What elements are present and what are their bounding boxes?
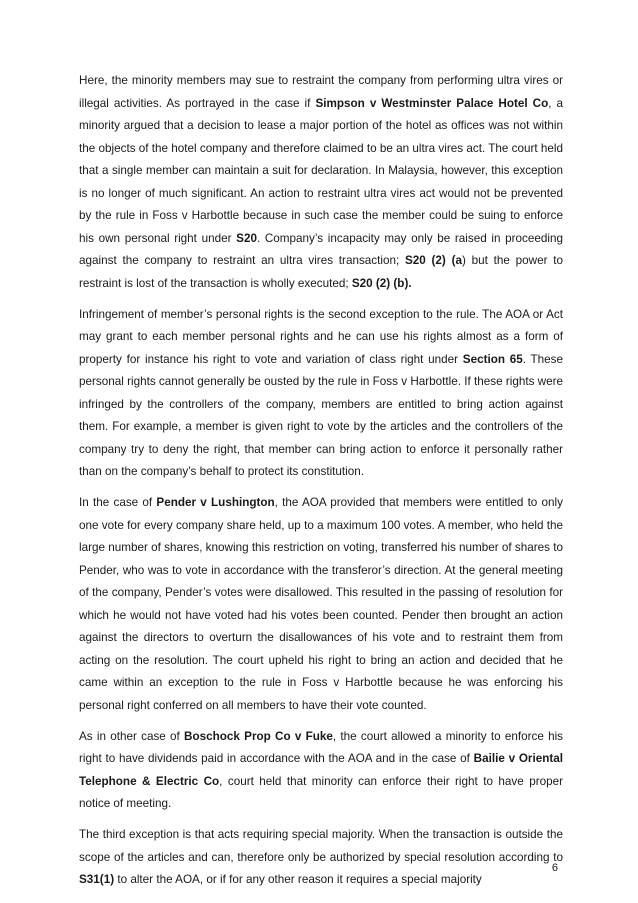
text-run: ) but the power to restraint is lost of the transaction is wholly executed;	[79, 254, 563, 290]
text-run: The third exception is that acts requiring special majority. When the transaction is outside the scope of the articles and can, therefore only be authorized by special resolution according to	[79, 828, 563, 864]
text-run: , the AOA provided that members were entitled to only one vote for every company share held, up to a maximum 100 votes. A member, who held the large number of shares, knowing this restriction on voting, transferred his number of shares to Pender, who was to vote in accordance with the transferor’s direction. At the general meeting of the company, Pender’s votes were disallowed. This resulted in the passing of resolution for which he would not have voted had his votes been counted. Pender then brought an action against the directors to overturn the disallowances of his vote and to restraint them from acting on the resolution. The court upheld his right to bring an action and decided that he came within an exception to the rule in Foss v Harbottle because he was enforcing his personal right conferred on all members to have their vote counted.	[79, 496, 563, 712]
case-name: Boschock Prop Co v Fuke	[184, 729, 333, 743]
text-run: to alter the AOA, or if for any other reason it requires a special majority	[114, 873, 482, 886]
paragraph-ultra-vires	[79, 70, 563, 295]
text-run: As in other case of	[79, 729, 185, 743]
case-name: Bailie v Oriental Telephone & Electric Co	[79, 752, 564, 788]
case-name: Simpson v Westminster Palace Hotel Co	[315, 96, 549, 110]
statute-ref: S20	[236, 231, 257, 245]
text-run: . These personal rights cannot generally be ousted by the rule in Foss v Harbottle. If these rights were infringed by the controllers of the company, members are entitled to bring action against them. For example, a member is given right to vote by the articles and the controllers of the company try to deny the right, that member can bring action to enforce it personally rather than on the company’s behalf to protect its constitution.	[79, 352, 563, 478]
statute-ref: Section 65	[462, 352, 523, 366]
statute-ref: S20 (2) (b).	[351, 276, 412, 290]
text-run: In the case of	[79, 496, 157, 509]
paragraph-special-majority	[79, 824, 563, 892]
paragraph-personal-rights	[79, 304, 563, 484]
text-run: , the court allowed a minority to enforce his right to have dividends paid in accordance with the AOA and in the case of	[79, 729, 564, 765]
text-run: Infringement of member’s personal rights is the second exception to the rule. The AOA or Act may grant to each member personal rights and he can use his rights almost as a form of property for instance his right to vote and variation of class right under	[79, 307, 563, 366]
case-name: Pender v Lushington	[156, 496, 275, 509]
text-run: , a minority argued that a decision to lease a major portion of the hotel as offices was not within the objects of the hotel company and therefore claimed to be an ultra vires act. The court held that a single member can maintain a suit for declaration. In Malaysia, however, this exception is no longer of much significant. An action to restraint ultra vires act would not be prevented by the rule in Foss v Harbottle because in such case the member could be suing to enforce his own personal right under	[79, 96, 563, 245]
text-run: Here, the minority members may sue to restraint the company from performing ultra vires or illegal activities. As portrayed in the case if	[79, 74, 563, 110]
statute-ref: S20 (2) (a	[404, 254, 462, 267]
statute-ref: S31(1)	[79, 873, 115, 886]
text-run: . Company’s incapacity may only be raised in proceeding against the company to restraint an ultra vires transaction;	[79, 231, 563, 267]
text-run: , court held that minority can enforce their right to have proper notice of meeting.	[79, 774, 563, 810]
page-number: 6	[551, 862, 558, 874]
document-body	[79, 70, 563, 900]
paragraph-boschock	[79, 726, 563, 816]
paragraph-pender	[79, 492, 563, 717]
